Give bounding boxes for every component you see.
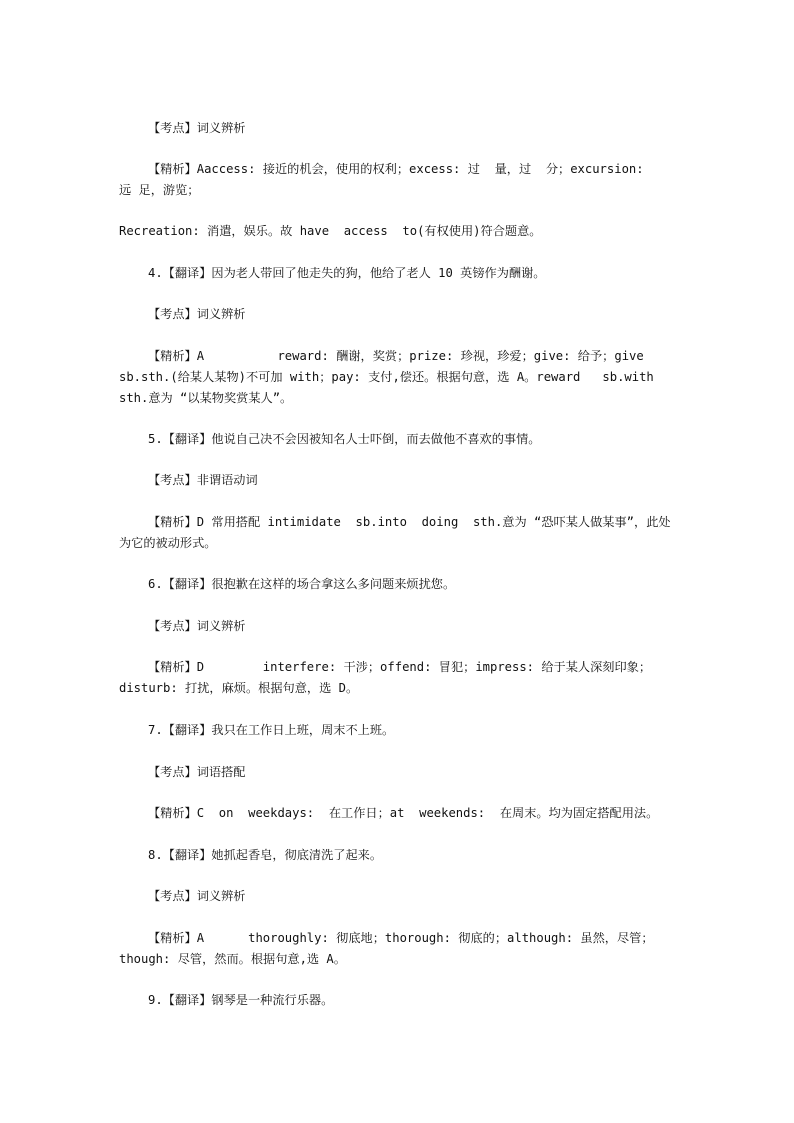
p18-line2: though: 尽管，然而。根据句意,选 A。 bbox=[119, 952, 346, 966]
p9-line2: 为它的被动形式。 bbox=[119, 536, 217, 550]
p11-line1: 【考点】词义辨析 bbox=[148, 619, 246, 633]
p12-line2: disturb: 打扰，麻烦。根据句意，选 D。 bbox=[119, 681, 359, 695]
p19-line1: 9.【翻译】钢琴是一种流行乐器。 bbox=[148, 993, 334, 1007]
p2-line2: 远 足，游览； bbox=[119, 183, 200, 197]
p6-line3: sth.意为 “以某物奖赏某人”。 bbox=[119, 391, 293, 405]
p5-line1: 【考点】词义辨析 bbox=[148, 307, 246, 321]
p6-line2: sb.sth.(给某人某物)不可加 with；pay: 支付,偿还。根据句意，选 A。reward sb.with bbox=[119, 370, 654, 384]
p9-line1: 【精析】D 常用搭配 intimidate sb.into doing sth.意为 “恐吓某人做某事”，此处 bbox=[148, 515, 671, 529]
p16-line1: 8.【翻译】她抓起香皂，彻底清洗了起来。 bbox=[148, 848, 383, 862]
p17-line1: 【考点】词义辨析 bbox=[148, 889, 246, 903]
p3-line1: Recreation: 消遣，娱乐。故 have access to(有权使用)符合题意。 bbox=[119, 224, 542, 238]
p14-line1: 【考点】词语搭配 bbox=[148, 765, 246, 779]
p4-line1: 4.【翻译】因为老人带回了他走失的狗，他给了老人 10 英镑作为酬谢。 bbox=[148, 266, 546, 280]
p2-line1: 【精析】Aaccess: 接近的机会，使用的权利；excess: 过 量，过 分；excursion: bbox=[148, 162, 644, 176]
p15-line1: 【精析】C on weekdays: 在工作日；at weekends: 在周末。均为固定搭配用法。 bbox=[148, 806, 659, 820]
p13-line1: 7.【翻译】我只在工作日上班，周末不上班。 bbox=[148, 723, 395, 737]
p12-line1: 【精析】D interfere: 干涉；offend: 冒犯；impress: 给于某人深刻印象； bbox=[148, 660, 652, 674]
p18-line1: 【精析】A thoroughly: 彻底地；thorough: 彻底的；although: 虽然，尽管； bbox=[148, 931, 654, 945]
p6-line1: 【精析】A reward: 酬谢，奖赏；prize: 珍视，珍爱；give: 给予；give bbox=[148, 349, 644, 363]
p8-line1: 【考点】非谓语动词 bbox=[148, 473, 258, 487]
p10-line1: 6.【翻译】很抱歉在这样的场合拿这么多问题来烦扰您。 bbox=[148, 577, 456, 591]
p7-line1: 5.【翻译】他说自己决不会因被知名人士吓倒，而去做他不喜欢的事情。 bbox=[148, 432, 541, 446]
p1-line1: 【考点】词义辨析 bbox=[148, 121, 246, 135]
